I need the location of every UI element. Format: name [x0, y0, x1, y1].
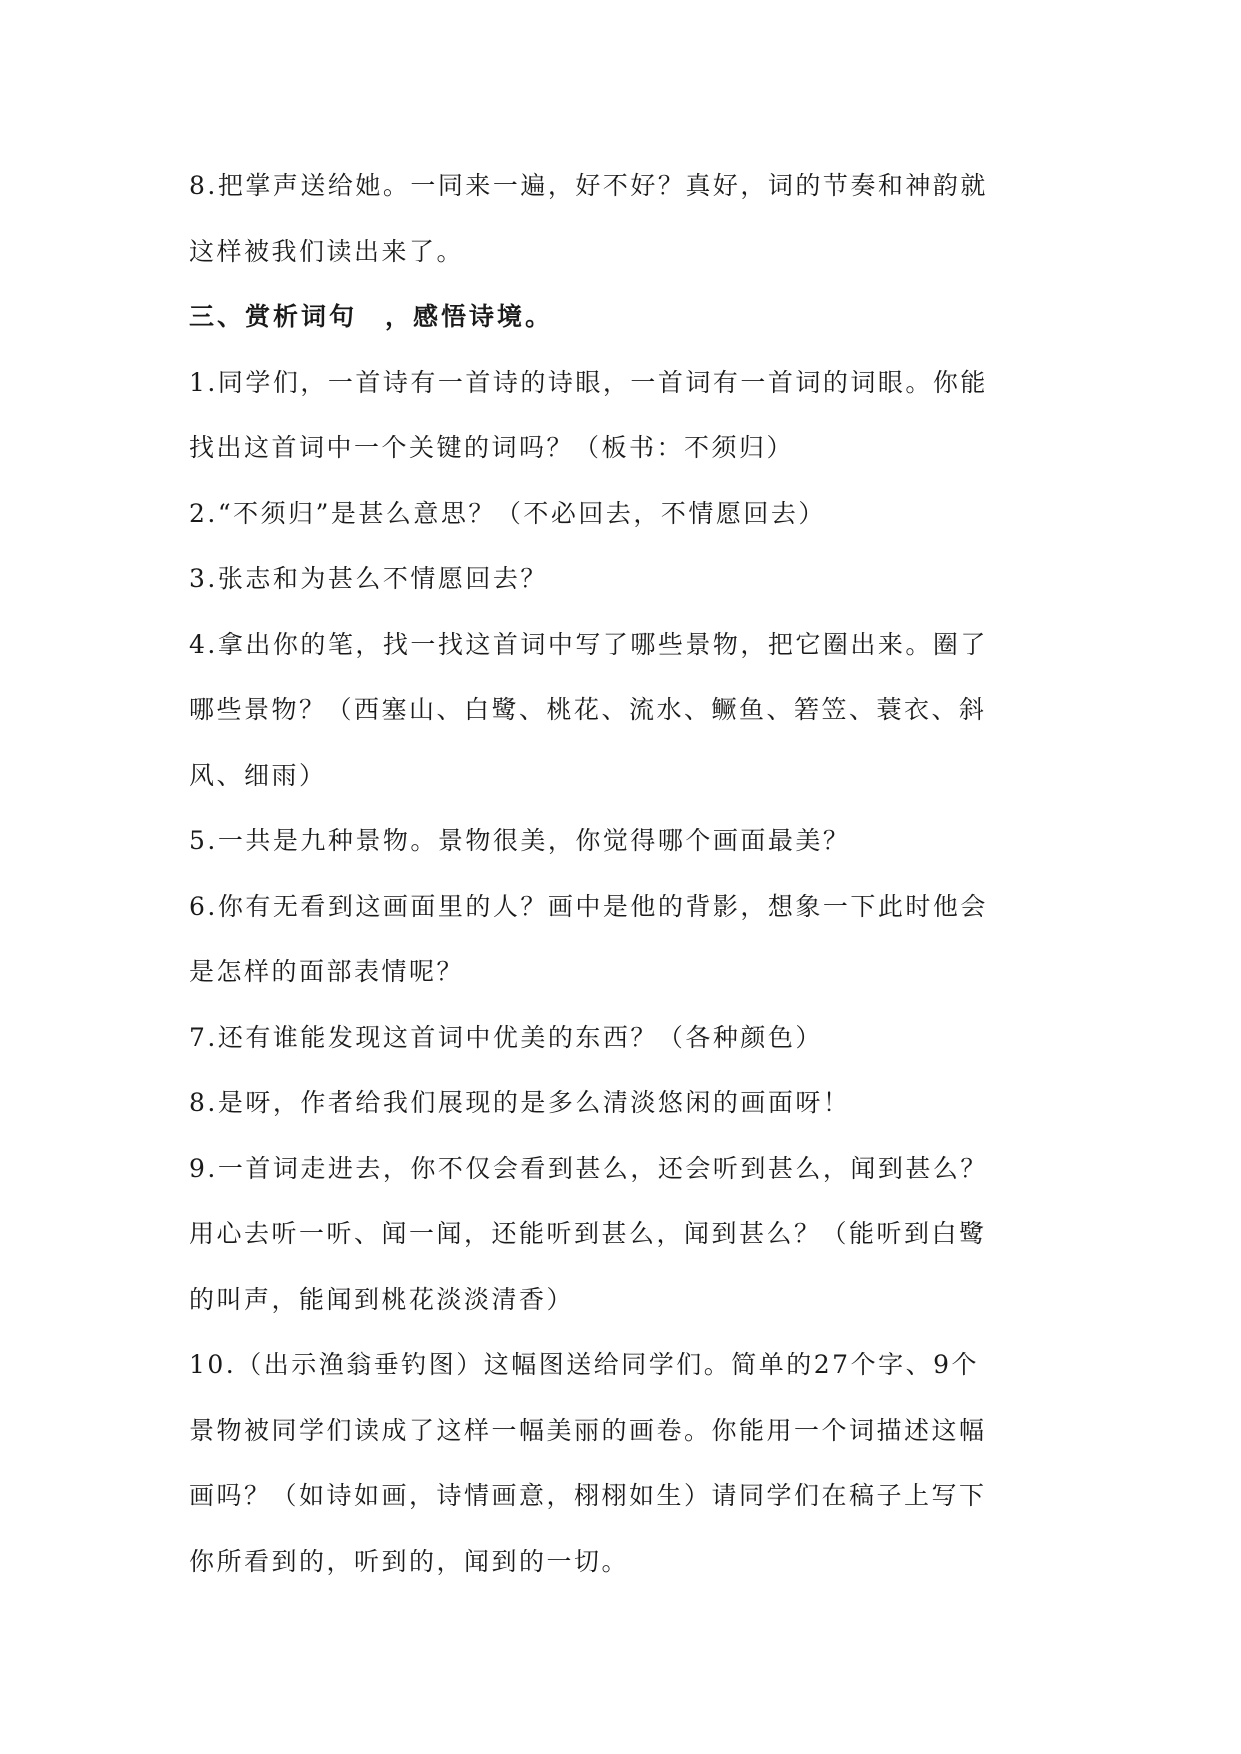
paragraph-line: 7.还有谁能发现这首词中优美的东西？（各种颜色）: [189, 1022, 823, 1052]
paragraph-line: 8.把掌声送给她。一同来一遍，好不好？真好，词的节奏和神韵就: [189, 171, 988, 200]
paragraph-line: 9.一首词走进去，你不仅会看到甚么，还会听到甚么，闻到甚么？: [189, 1153, 988, 1183]
paragraph-line: 2.“不须归”是甚么意思？（不必回去，不情愿回去）: [189, 498, 826, 528]
paragraph-line: 这样被我们读出来了。: [189, 236, 465, 266]
paragraph-line: 找出这首词中一个关键的词吗？（板书：不须归）: [189, 433, 795, 462]
paragraph-line: 哪些景物？（西塞山、白鹭、桃花、流水、鳜鱼、箬笠、蓑衣、斜: [189, 695, 987, 724]
paragraph-line: 风、细雨）: [189, 760, 327, 790]
paragraph-line: 8.是呀，作者给我们展现的是多么清淡悠闲的画面呀！: [189, 1088, 851, 1117]
paragraph-line: 10.（出示渔翁垂钓图）这幅图送给同学们。简单的27个字、9个: [189, 1350, 979, 1379]
paragraph-line: 4.拿出你的笔，找一找这首词中写了哪些景物，把它圈出来。圈了: [189, 629, 988, 659]
paragraph-line: 画吗？（如诗如画，诗情画意，栩栩如生）请同学们在稿子上写下: [189, 1481, 987, 1510]
paragraph-line: 的叫声，能闻到桃花淡淡清香）: [189, 1284, 575, 1314]
paragraph-line: 1.同学们，一首诗有一首诗的诗眼，一首词有一首词的词眼。你能: [189, 367, 988, 397]
paragraph-line: 景物被同学们读成了这样一幅美丽的画卷。你能用一个词描述这幅: [189, 1415, 987, 1445]
paragraph-line: 你所看到的，听到的，闻到的一切。: [189, 1546, 630, 1576]
document-body: [189, 153, 1059, 1594]
paragraph-line: 6.你有无看到这画面里的人？画中是他的背影，想象一下此时他会: [189, 891, 988, 921]
paragraph-line: 是怎样的面部表情呢？: [189, 957, 465, 986]
paragraph-line: 3.张志和为甚么不情愿回去？: [189, 564, 548, 593]
section-heading: 三、赏析词句 ，感悟诗境。: [189, 302, 554, 331]
paragraph-line: 用心去听一听、闻一闻，还能听到甚么，闻到甚么？（能听到白鹭: [189, 1219, 987, 1248]
paragraph-line: 5.一共是九种景物。景物很美，你觉得哪个画面最美？: [189, 826, 851, 855]
